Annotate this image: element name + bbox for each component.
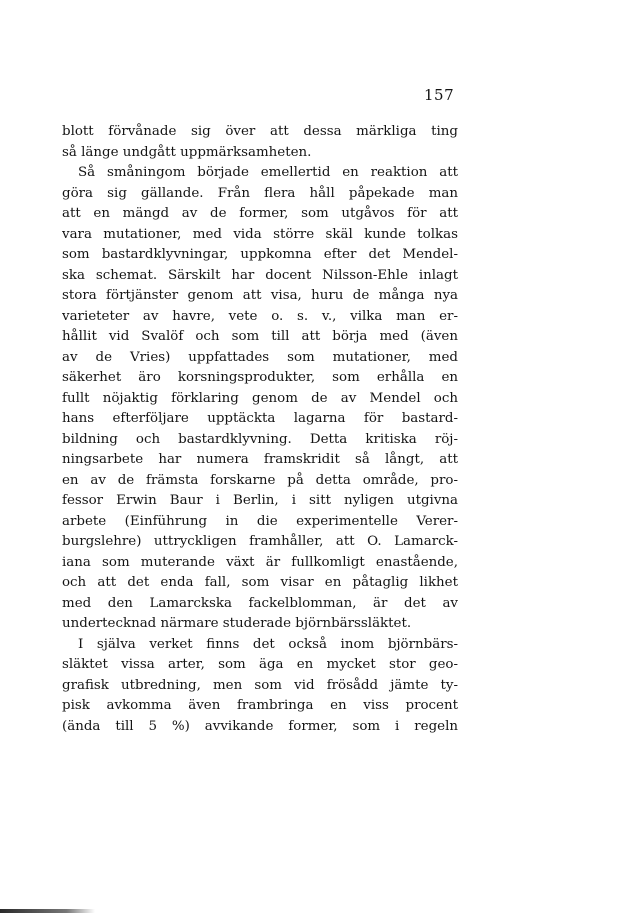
text-line: stora förtjänster genom att visa, huru de många nya xyxy=(62,288,458,303)
text-line: så länge undgått uppmärksamheten. xyxy=(62,144,312,160)
text-line: iana som muterande växt är fullkomligt enastående, xyxy=(62,554,458,570)
text-line: göra sig gällande. Från flera håll påpekade man xyxy=(62,185,458,201)
text-line: vara mutationer, med vida större skäl kunde tolkas xyxy=(62,226,458,242)
text-line: ska schemat. Särskilt har docent Nilsson-Ehle inlagt xyxy=(62,267,458,283)
text-line: med den Lamarckska fackelblomman, är det av xyxy=(62,595,458,611)
text-line: fullt nöjaktig förklaring genom de av Mendel och xyxy=(62,390,458,406)
text-line: undertecknad närmare studerade björnbärssläktet. xyxy=(62,616,412,631)
text-line: pisk avkomma även frambringa en viss procent xyxy=(62,698,458,713)
text-line: att en mängd av de former, som utgåvos för att xyxy=(62,206,458,221)
text-line: som bastardklyvningar, uppkomna efter det Mendel- xyxy=(62,247,458,262)
page-number: 157 xyxy=(424,86,455,104)
text-line: ningsarbete har numera framskridit så långt, att xyxy=(62,452,458,467)
text-line: en av de främsta forskarne på detta område, pro- xyxy=(62,472,458,488)
text-line: och att det enda fall, som visar en påtaglig likhet xyxy=(62,575,458,590)
text-line: fessor Erwin Baur i Berlin, i sitt nyligen utgivna xyxy=(62,493,458,508)
text-line: I själva verket finns det också inom björnbärs- xyxy=(78,636,458,652)
text-line: hans efterföljare upptäckta lagarna för bastard- xyxy=(62,411,458,426)
text-line: burgslehre) uttryckligen framhåller, att O. Lamarck- xyxy=(62,534,458,549)
text-line: bildning och bastardklyvning. Detta kritiska röj- xyxy=(62,431,458,447)
text-line: (ända till 5 %) avvikande former, som i regeln xyxy=(62,718,458,734)
text-line: varieteter av havre, vete o. s. v., vilka man er- xyxy=(62,308,458,324)
text-line: av de Vries) uppfattades som mutationer, med xyxy=(62,349,458,365)
text-line: Så småningom började emellertid en reaktion att xyxy=(78,165,458,180)
text-line: hållit vid Svalöf och som till att börja med (även xyxy=(62,329,458,344)
scan-edge-mark xyxy=(0,909,95,913)
text-line: blott förvånade sig över att dessa märkliga ting xyxy=(62,124,458,139)
text-line: släktet vissa arter, som äga en mycket stor geo- xyxy=(62,657,458,672)
text-line: grafisk utbredning, men som vid frösådd jämte ty- xyxy=(62,677,458,693)
body-text xyxy=(62,122,458,737)
text-line: arbete (Einführung in die experimentelle Verer- xyxy=(62,513,458,529)
text-line: säkerhet äro korsningsprodukter, som erhålla en xyxy=(62,370,458,385)
